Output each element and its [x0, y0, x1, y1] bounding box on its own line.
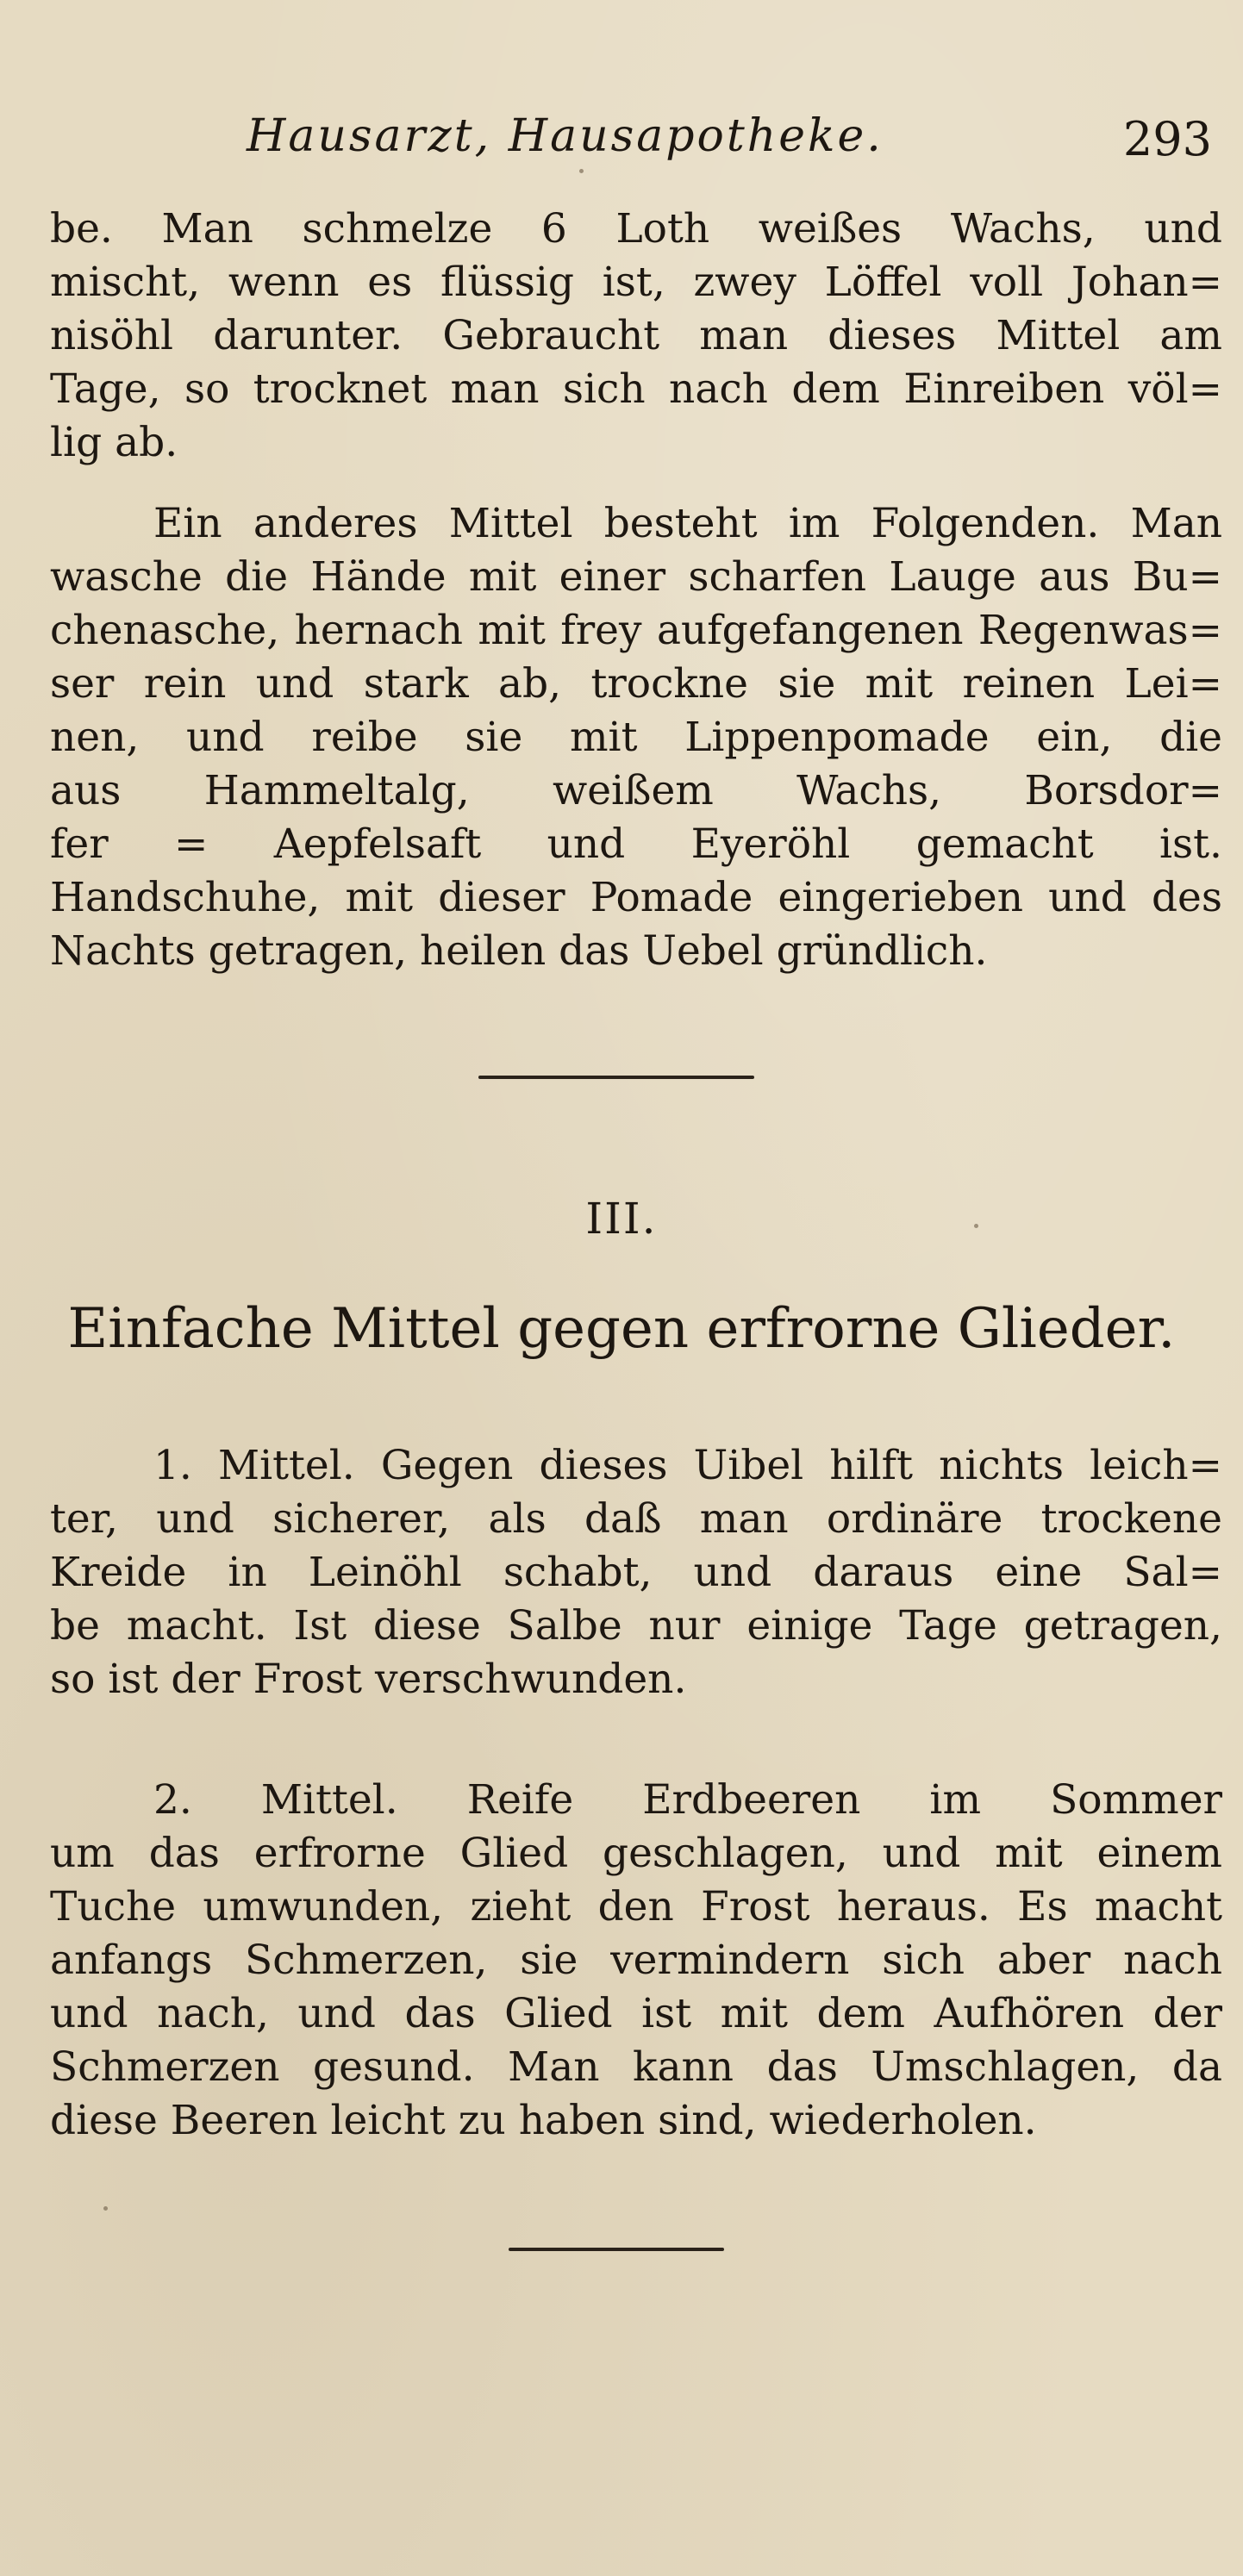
- text-line: aus Hammeltalg, weißem Wachs, Borsdor=: [50, 767, 1222, 814]
- paragraph-wax-remedy: [50, 203, 1222, 470]
- text-line: und nach, und das Glied ist mit dem Aufhören der: [50, 1990, 1222, 2037]
- text-line: diese Beeren leicht zu haben sind, wiederholen.: [50, 2097, 1037, 2144]
- text-line: Ein anderes Mittel besteht im Folgenden. Man: [153, 500, 1222, 547]
- text-line: Kreide in Leinöhl schabt, und daraus eine Sal=: [50, 1549, 1222, 1596]
- text-line: fer = Aepfelsaft und Eyeröhl gemacht ist.: [50, 820, 1222, 868]
- paragraph-chalk-remedy: [50, 1439, 1222, 1706]
- text-line: so ist der Frost verschwunden.: [50, 1656, 687, 1703]
- text-line: be. Man schmelze 6 Loth weißes Wachs, und: [50, 205, 1222, 253]
- text-line: ter, und sicherer, als daß man ordinäre trockene: [50, 1495, 1222, 1543]
- text-line: Schmerzen gesund. Man kann das Umschlagen, da: [50, 2043, 1222, 2091]
- text-line: um das erfrorne Glied geschlagen, und mit einem: [50, 1830, 1222, 1877]
- text-line: wasche die Hände mit einer scharfen Lauge aus Bu=: [50, 553, 1222, 601]
- paper-speck: [103, 2206, 108, 2211]
- paragraph-strawberry-remedy: [50, 1774, 1222, 2148]
- end-rule: [509, 2248, 724, 2251]
- paper-speck: [579, 169, 584, 173]
- text-line: ser rein und stark ab, trockne sie mit reinen Lei=: [50, 660, 1222, 708]
- text-line: be macht. Ist diese Salbe nur einige Tage getragen,: [50, 1602, 1222, 1650]
- text-line: lig ab.: [50, 419, 178, 466]
- running-head-title: Hausarzt, Hausapotheke.: [247, 110, 884, 162]
- paper-speck: [974, 1224, 978, 1228]
- text-line: 1. Mittel. Gegen dieses Uibel hilft nichts leich=: [153, 1442, 1222, 1489]
- text-line: mischt, wenn es flüssig ist, zwey Löffel voll Johan=: [50, 259, 1222, 306]
- text-line: 2. Mittel. Reife Erdbeeren im Sommer: [153, 1776, 1222, 1824]
- text-line: chenasche, hernach mit frey aufgefangenen Regenwas=: [50, 607, 1222, 654]
- section-title: Einfache Mittel gegen erfrorne Glieder.: [67, 1297, 1176, 1361]
- section-divider-rule: [478, 1076, 754, 1079]
- text-line: Handschuhe, mit dieser Pomade eingerieben und des: [50, 874, 1222, 921]
- text-line: nen, und reibe sie mit Lippenpomade ein, die: [50, 714, 1222, 761]
- text-line: Tage, so trocknet man sich nach dem Einreiben völ=: [50, 365, 1222, 413]
- text-line: nisöhl darunter. Gebraucht man dieses Mittel am: [50, 312, 1222, 359]
- paragraph-pomade-remedy: [50, 497, 1222, 978]
- page-number: 293: [1122, 112, 1212, 166]
- text-line: Tuche umwunden, zieht den Frost heraus. Es macht: [50, 1883, 1222, 1930]
- text-line: Nachts getragen, heilen das Uebel gründlich.: [50, 927, 988, 975]
- running-head: [0, 110, 1243, 179]
- text-line: anfangs Schmerzen, sie vermindern sich aber nach: [50, 1937, 1222, 1984]
- section-number: III.: [585, 1194, 658, 1244]
